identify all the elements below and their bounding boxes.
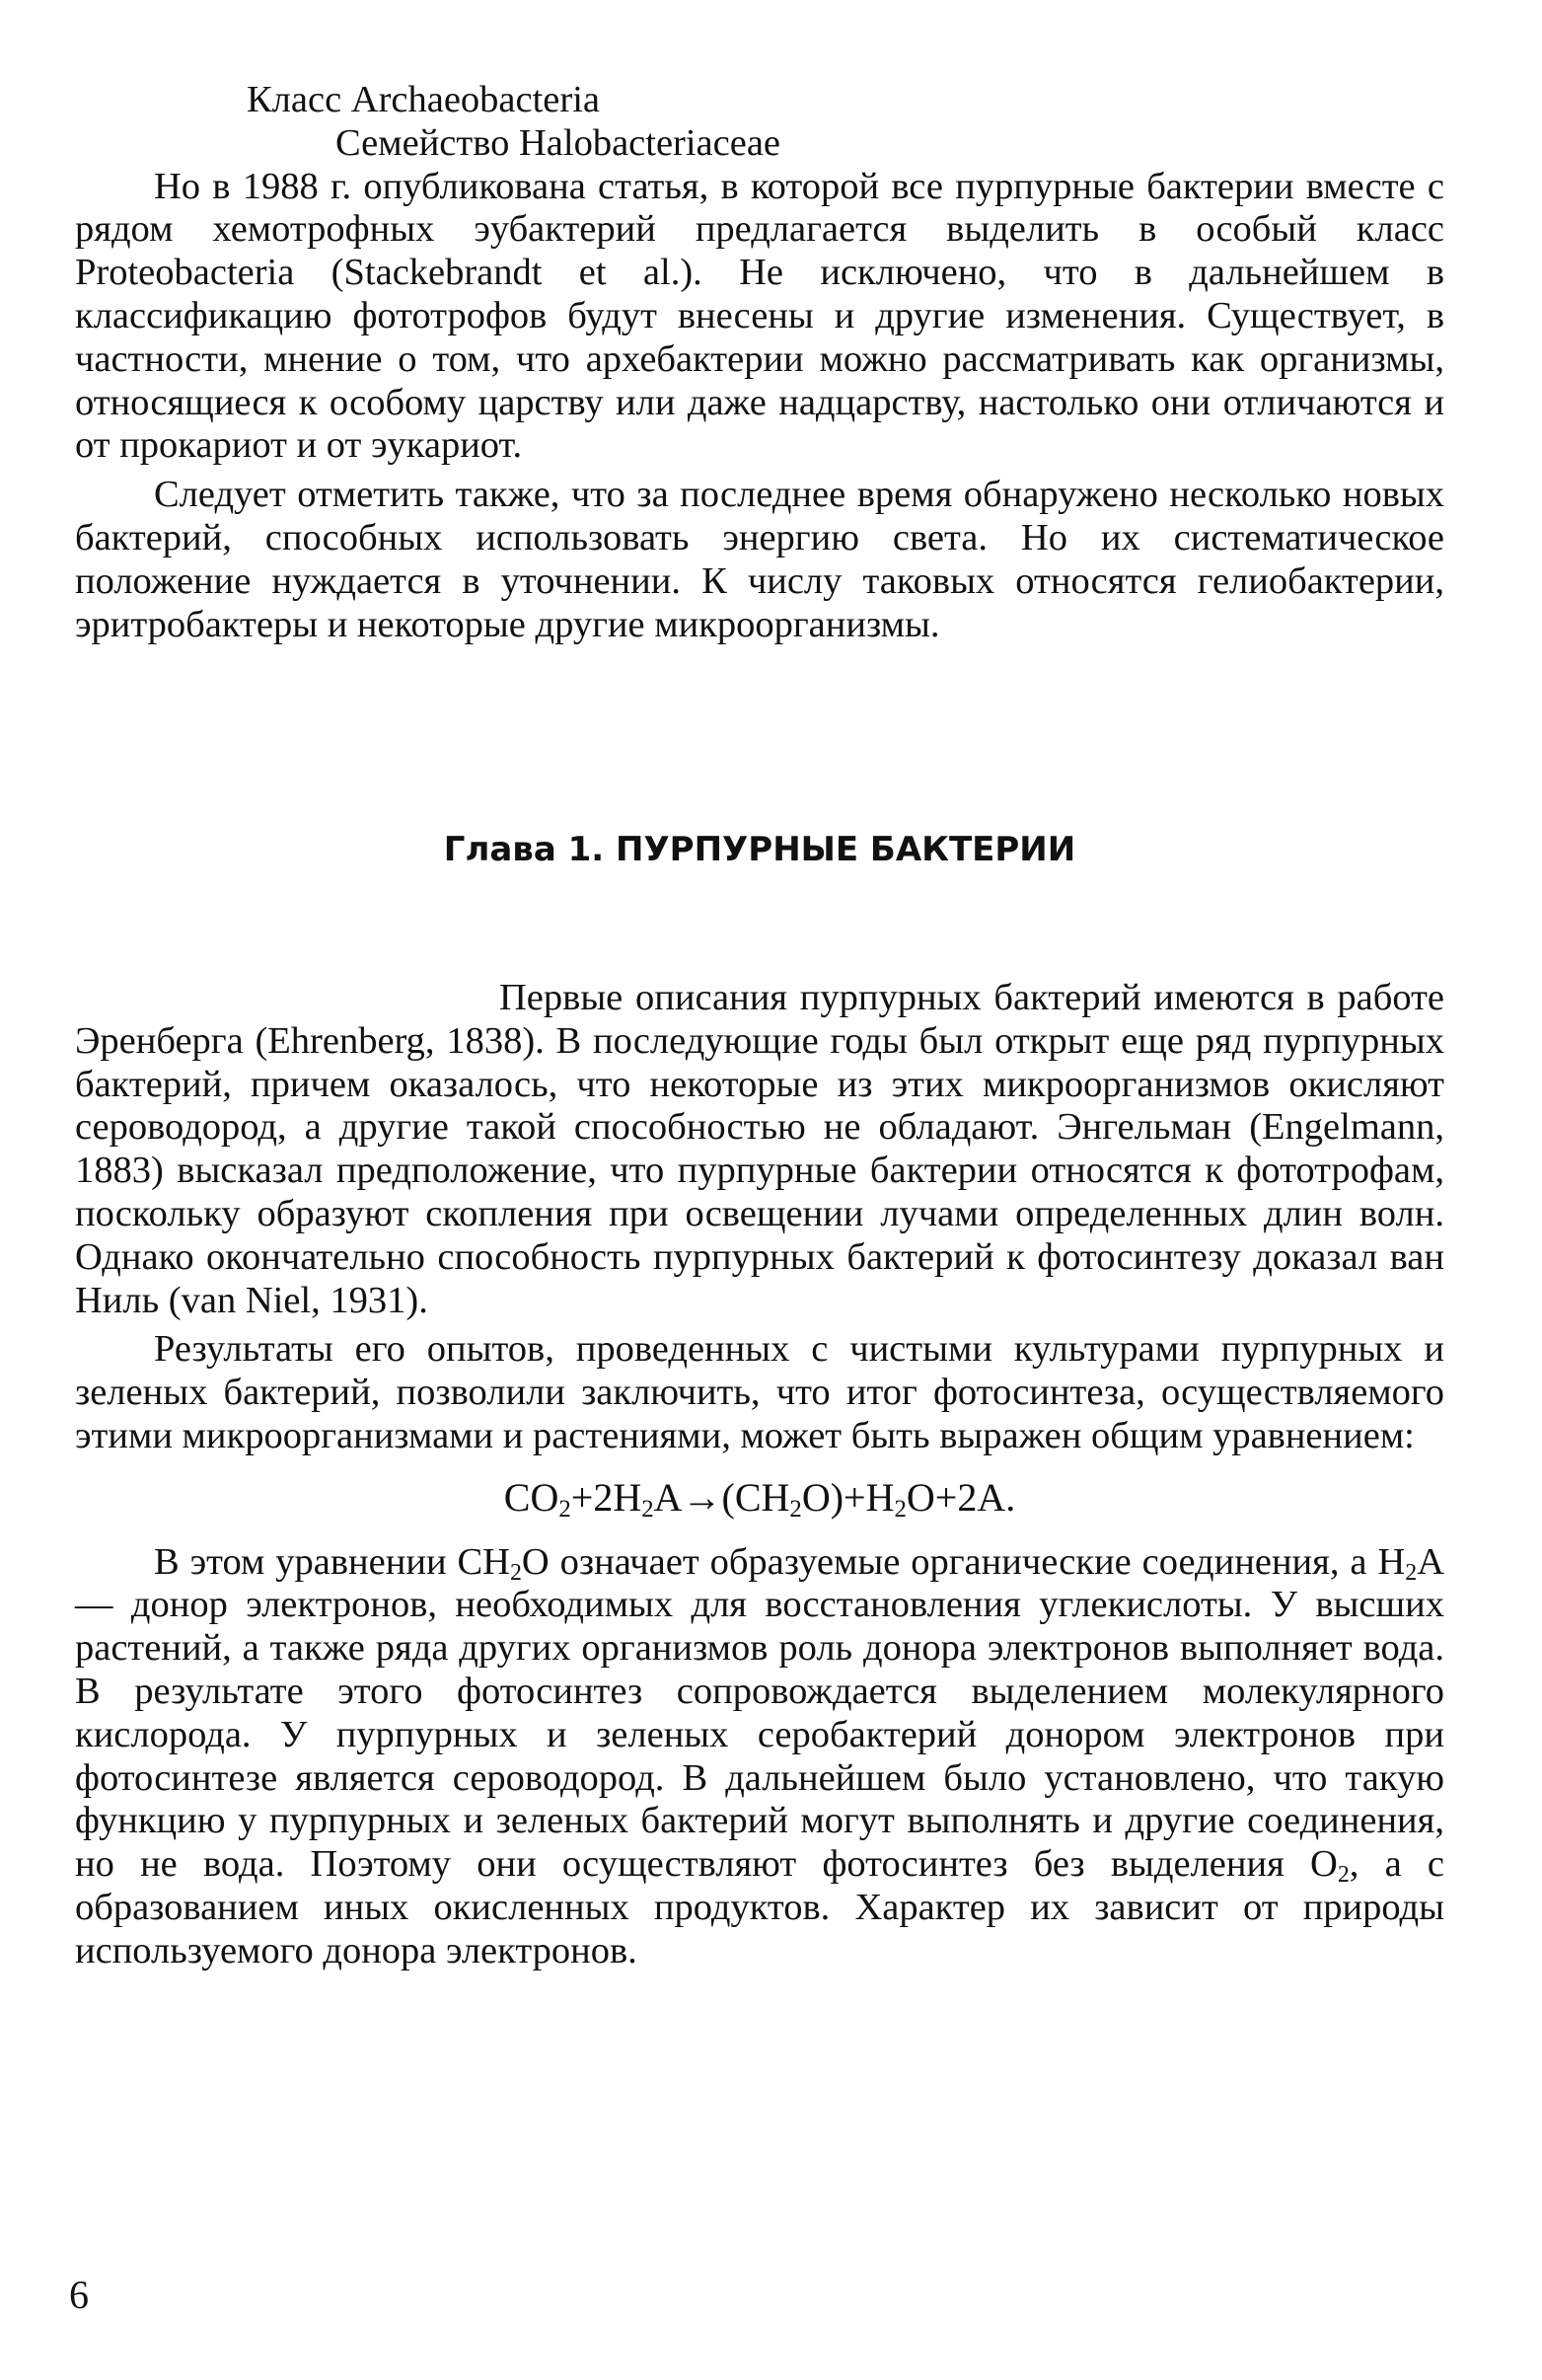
chapter-body	[75, 977, 1444, 1973]
chapter-paragraph-3: В этом уравнении $CH_2O$ означает образуемые органические соединения, а $H_2A$ — донор электронов, необходимых для восстановления углекислоты. У высших растений, а также ряда других организмов роль донора электронов выполняет вода. В результате этого фотосинтез сопровождается выделением молекулярного кислорода. У пурпурных и зеленых серобактерий донором электронов при фотосинтезе является сероводород. В дальнейшем было установлено, что такую функцию у пурпурных и зеленых бактерий могут выполнять и другие соединения, но не вода. Поэтому они осуществляют фотосинтез без выделения $O_2$, а с образованием иных окисленных продуктов. Характер их зависит от природы используемого донора электронов.	[75, 1540, 1445, 1971]
taxonomy-family-line: Семейство Halobacteriaceae	[335, 121, 781, 164]
chapter-paragraph-2: Результаты его опытов, проведенных с чистыми культурами пурпурных и зеленых бактерий, позволили заключить, что итог фотосинтеза, осуществляемого этими микроорганизмами и растениями, может быть выражен общим уравнением:	[75, 1328, 1444, 1456]
photosynthesis-equation: $CO_2+2H_2A\to(CH_2O)+H_2O+2A$.	[503, 1474, 1016, 1523]
intro-paragraph-2: Следует отметить также, что за последнее время обнаружено несколько новых бактерий, способных использовать энергию света. Но их систематическое положение нуждается в уточнении. К числу таковых относятся гелиобактерии, эритробактеры и некоторые другие микроорганизмы.	[75, 474, 1444, 645]
taxonomy-class-line: Класс Archaeobacteria	[247, 79, 600, 120]
page-number: 6	[69, 2272, 89, 2317]
chapter-title: Глава 1. ПУРПУРНЫЕ БАКТЕРИИ	[443, 830, 1076, 869]
intro-paragraph-1: Но в 1988 г. опубликована статья, в которой все пурпурные бактерии вместе с рядом хемотрофных эубактерий предлагается выделить в особый класс Proteobacteria (Stackebrandt et al.). Не исключено, что в дальнейшем в классификацию фототрофов будут внесены и другие изменения. Существует, в частности, мнение о том, что архебактерии можно рассматривать как организмы, относящиеся к особому царству или даже надцарству, настолько они отличаются и от прокариот и от эукариот.	[75, 165, 1444, 467]
chapter-paragraph-1: Первые описания пурпурных бактерий имеются в работе Эренберга (Ehrenberg, 1838). В последующие годы был открыт еще ряд пурпурных бактерий, причем оказалось, что некоторые из этих микроорганизмов окисляют сероводород, а другие такой способностью не обладают. Энгельман (Engelmann, 1883) высказал предположение, что пурпурные бактерии относятся к фототрофам, поскольку образуют скопления при освещении лучами определенных длин волн. Однако окончательно способность пурпурных бактерий к фотосинтезу доказал ван Ниль (van Niel, 1931).	[75, 977, 1444, 1321]
page-body	[75, 79, 1445, 1971]
